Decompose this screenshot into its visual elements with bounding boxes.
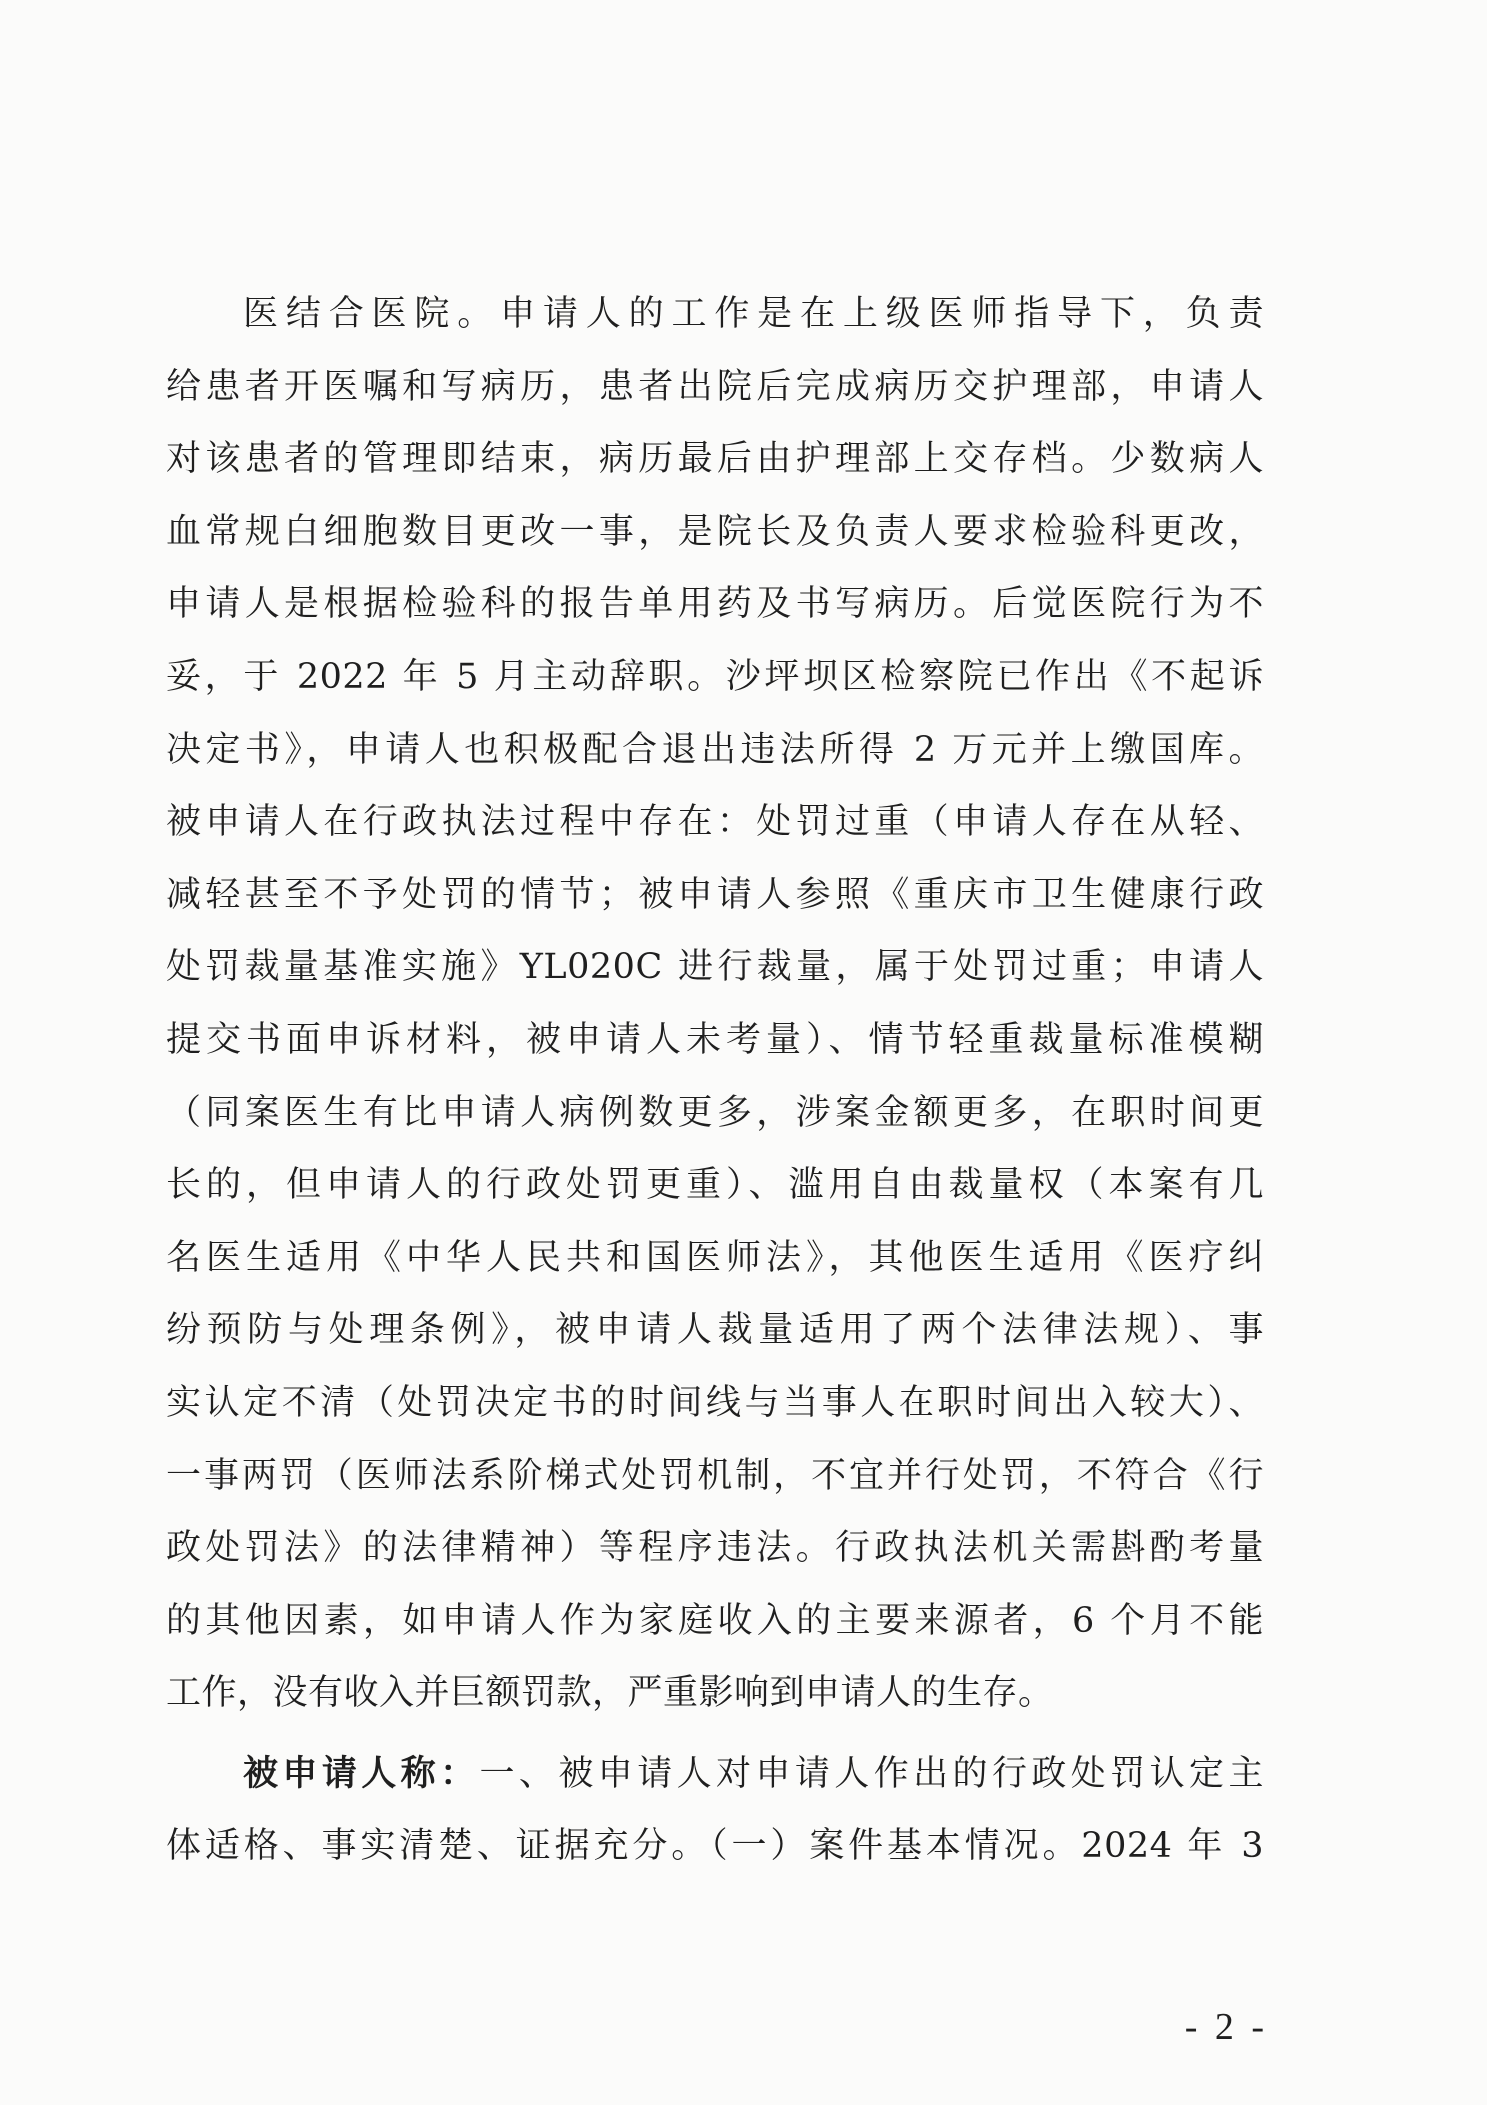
text-line: 工作，没有收入并巨额罚款，严重影响到申请人的生存。 [166,1673,1054,1714]
text-line: 妥，于 2022 年 5 月主动辞职。沙坪坝区检察院已作出《不起诉 [166,656,1264,697]
text-line: 体适格、事实清楚、证据充分。（一）案件基本情况。2024 年 3 [166,1826,1264,1867]
text-line: 政处罚法》的法律精神）等程序违法。行政执法机关需斟酌考量 [166,1528,1264,1569]
text-segment: 一、被申请人对申请人作出的行政处罚认定主 [479,1753,1264,1794]
text-line: 对该患者的管理即结束，病历最后由护理部上交存档。少数病人 [166,439,1264,480]
text-line: 血常规白细胞数目更改一事，是院长及负责人要求检验科更改， [166,511,1264,552]
text-line: 提交书面申诉材料，被申请人未考量）、情节轻重裁量标准模糊 [166,1019,1264,1060]
text-line: 名医生适用《中华人民共和国医师法》，其他医生适用《医疗纠 [166,1237,1264,1278]
text-line: 长的，但申请人的行政处罚更重）、滥用自由裁量权（本案有几 [166,1165,1264,1206]
text-line: 减轻甚至不予处罚的情节；被申请人参照《重庆市卫生健康行政 [166,874,1264,915]
respondent-heading: 被申请人称： [243,1752,480,1794]
text-line: 处罚裁量基准实施》YL020C 进行裁量，属于处罚过重；申请人 [166,947,1264,988]
text-line: 的其他因素，如申请人作为家庭收入的主要来源者，6 个月不能 [166,1600,1264,1641]
text-line: 决定书》，申请人也积极配合退出违法所得 2 万元并上缴国库。 [166,729,1264,770]
text-line: 纷预防与处理条例》，被申请人裁量适用了两个法律法规）、事 [166,1310,1264,1351]
text-line: 给患者开医嘱和写病历，患者出院后完成病历交护理部，申请人 [166,366,1264,407]
document-body [166,278,1264,1883]
text-line: 被申请人在行政执法过程中存在：处罚过重（申请人存在从轻、 [166,802,1264,843]
text-line: 一事两罚（医师法系阶梯式处罚机制，不宜并行处罚，不符合《行 [166,1455,1264,1496]
text-line: （同案医生有比申请人病例数更多，涉案金额更多，在职时间更 [166,1092,1264,1133]
text-line [166,1738,1264,1811]
text-line: 申请人是根据检验科的报告单用药及书写病历。后觉医院行为不 [166,584,1264,625]
text-line: 医结合医院。申请人的工作是在上级医师指导下，负责 [243,294,1264,334]
text-line: 实认定不清（处罚决定书的时间线与当事人在职时间出入较大）、 [166,1382,1264,1423]
page-number: - 2 - [1184,2006,1268,2048]
